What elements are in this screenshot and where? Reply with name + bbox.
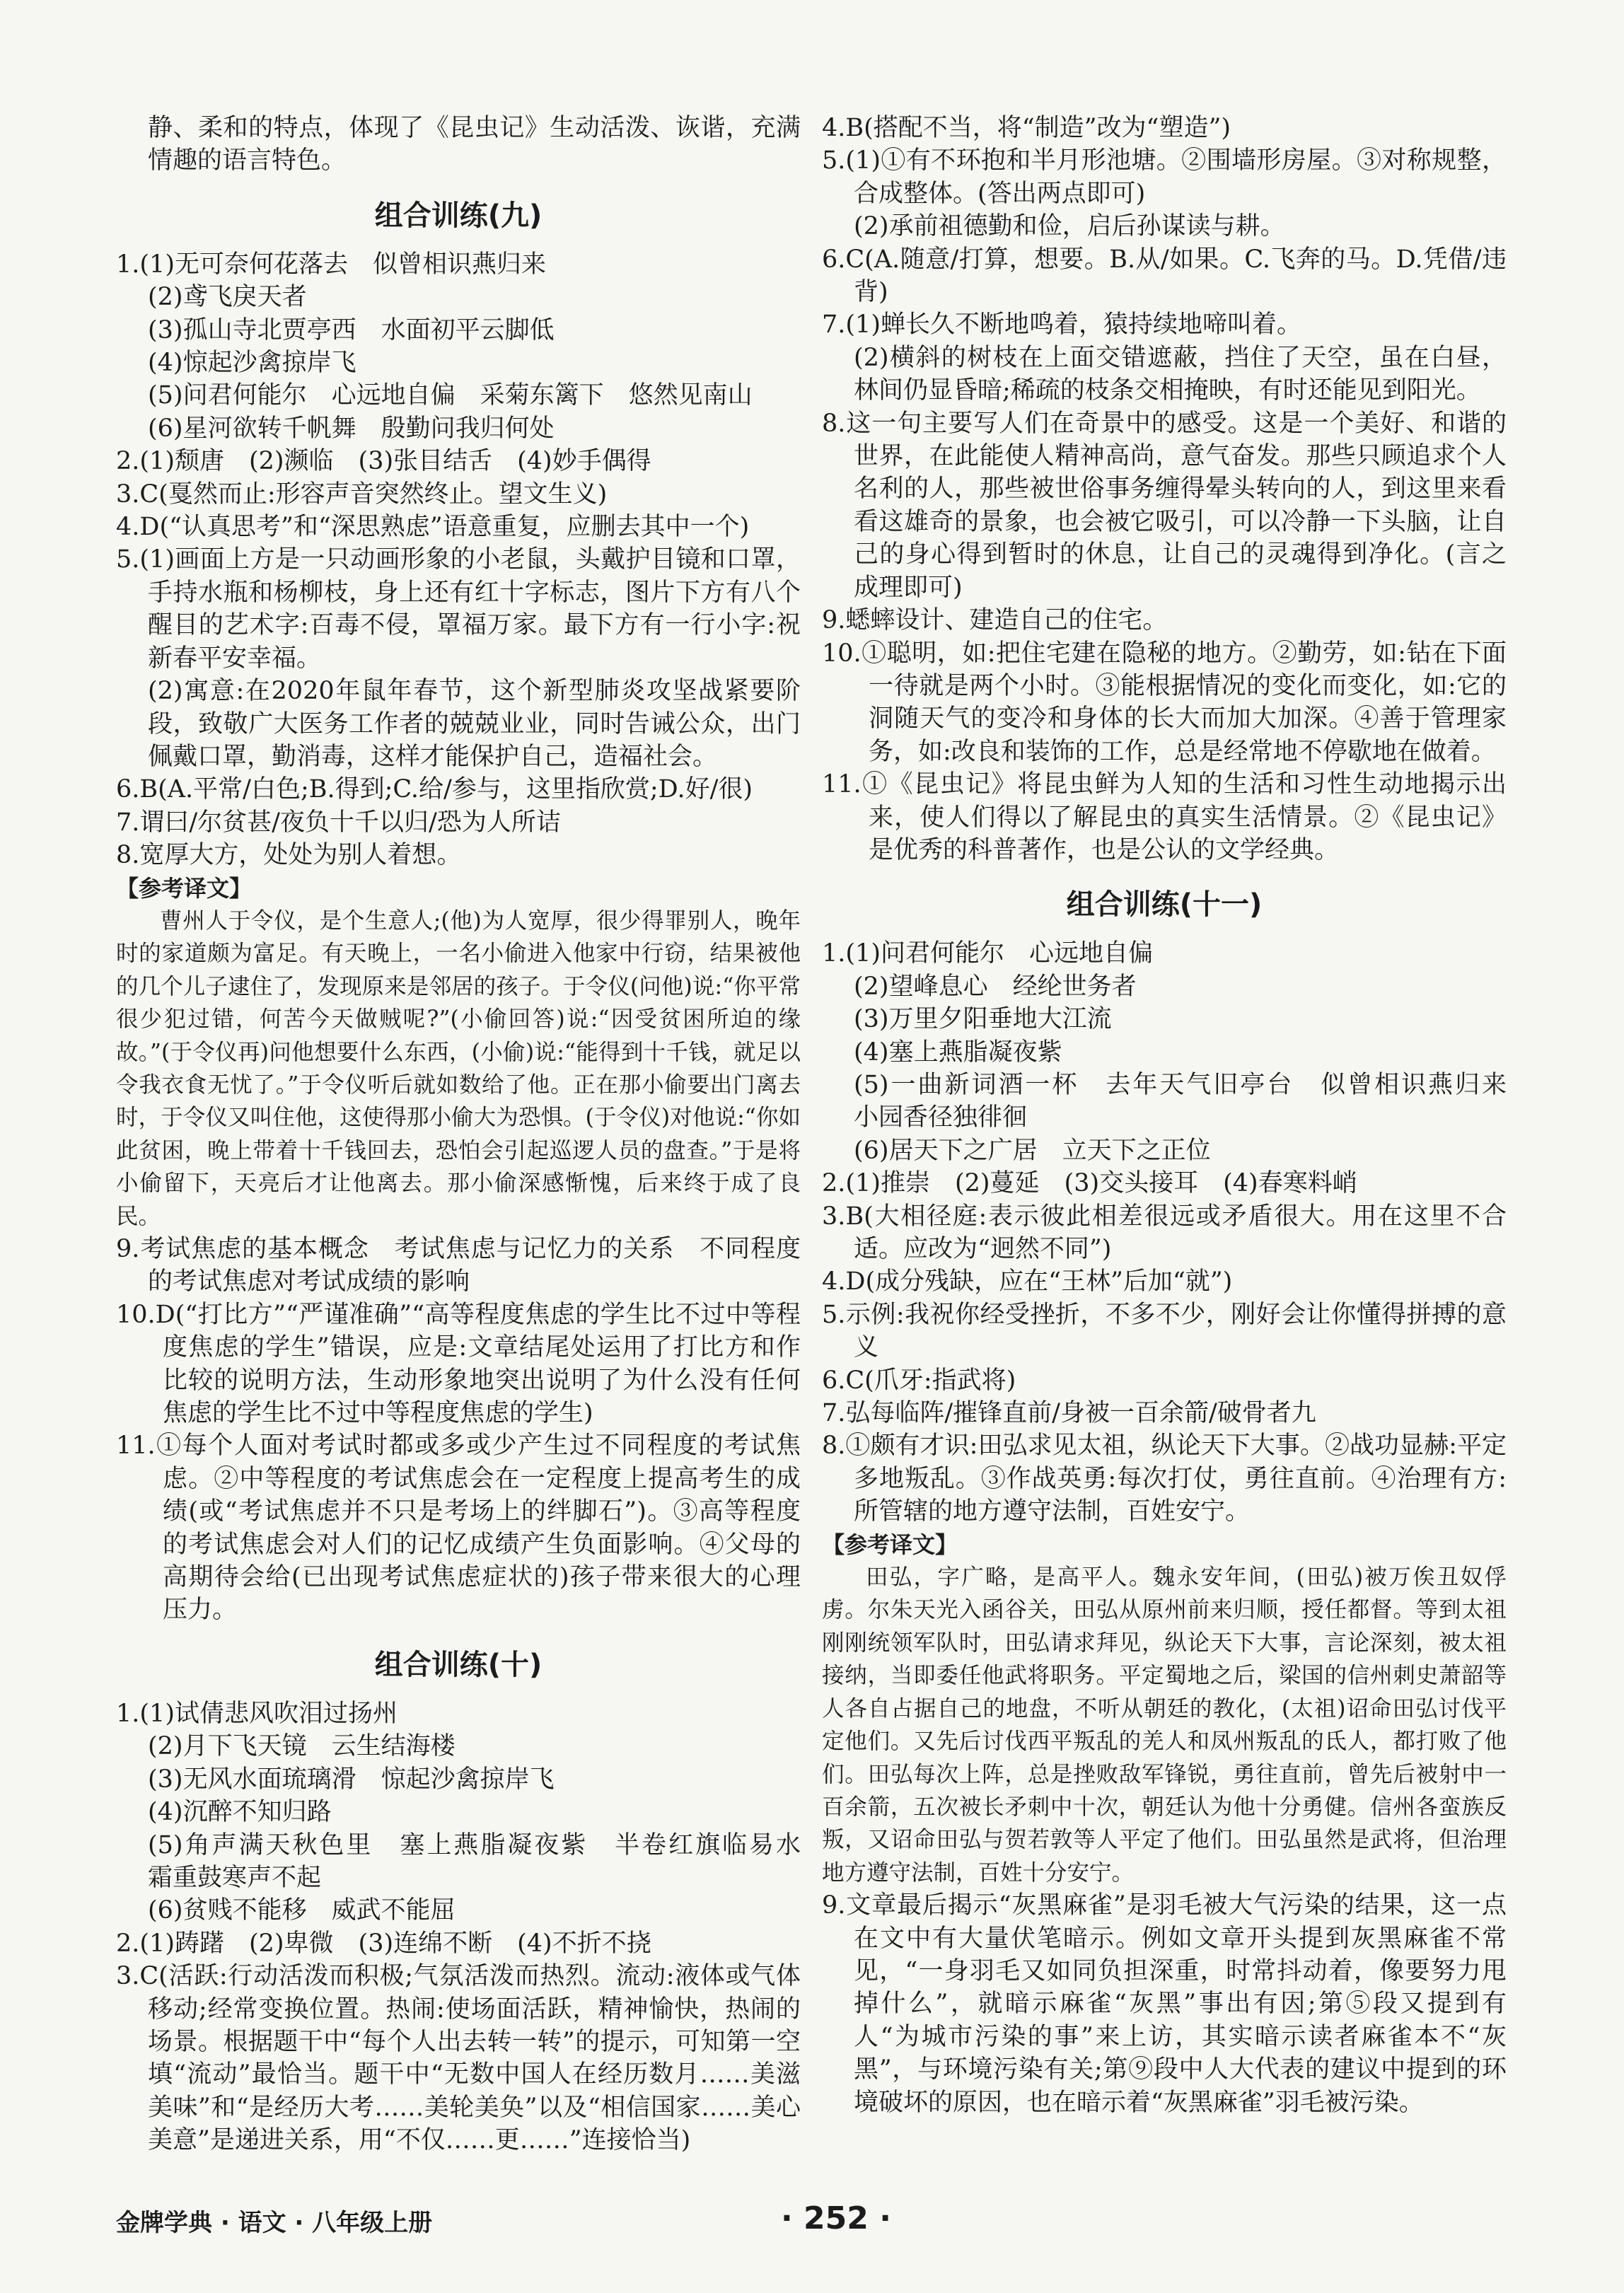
s10-answer-1-4: (4)沉醉不知归路 [148,1798,332,1827]
s11-answer-6: 6.C(爪牙:指武将) [822,1366,1016,1395]
left-column [116,112,826,2157]
s10-answer-8: 8.这一句主要写人们在奇景中的感受。这是一个美好、和谐的世界，在此能使人精神高尚，意气奋发。那些只顾追求个人名利的人，那些被世俗事务缠得晕头转向的人，到这里来看看这雄奇的景象，也会被它吸引，可以冷静一下头脑，让自己的身心得到暂时的休息，让自己的灵魂得到净化。(言之成理即可) [822,409,1507,602]
section-heading-9: 组合训练(九) [374,199,543,232]
s10-answer-3: 3.C(活跃:行动活泼而积极;气氛活泼而热烈。流动:液体或气体移动;经常变换位置。热闹:使场面活跃，精神愉快，热闹的场景。根据题干中“每个人出去转一转”的提示，可知第一空填“流动”最恰当。题干中“无数中国人在经历数月……美滋美味”和“是经历大考……美轮美奂”以及“相信国家……美心美意”是递进关系，用“不仅……更……”连接恰当) [116,1962,801,2155]
s9-reference-label: 【参考译文】 [116,874,253,902]
s10-answer-11: 11.①《昆虫记》将昆虫鲜为人知的生活和习性生动地揭示出来，使人们得以了解昆虫的真实生活情景。②《昆虫记》是优秀的科普著作，也是公认的文学经典。 [822,770,1507,864]
s10-answer-1-3: (3)无风水面琉璃滑 惊起沙禽掠岸飞 [148,1765,555,1794]
s9-answer-4: 4.D(“认真思考”和“深思熟虑”语意重复，应删去其中一个) [116,513,750,542]
s11-answer-5: 5.示例:我祝你经受挫折，不多不少，刚好会让你懂得拼搏的意义 [822,1300,1507,1362]
s9-answer-9: 9.考试焦虑的基本概念 考试焦虑与记忆力的关系 不同程度的考试焦虑对考试成绩的影响 [116,1235,801,1296]
s9-answer-1: 1.(1)无可奈何花落去 似曾相识燕归来 [116,250,546,279]
s11-reference-label: 【参考译文】 [822,1531,958,1558]
s9-answer-1-2: (2)鸢飞戾天者 [148,283,307,312]
s11-answer-9: 9.文章最后揭示“灰黑麻雀”是羽毛被大气污染的结果，这一点在文中有大量伏笔暗示。例如文章开头提到灰黑麻雀不常见，“一身羽毛又如同负担深重，时常抖动着，像要努力甩掉什么”，就暗示麻雀“灰黑”事出有因;第⑤段又提到有人“为城市污染的事”来上访，其实暗示读者麻雀本不“灰黑”，与环境污染有关;第⑨段中人大代表的建议中提到的环境破坏的原因，也在暗示着“灰黑麻雀”羽毛被污染。 [822,1891,1507,2117]
s11-answer-1-6: (6)居天下之广居 立天下之正位 [854,1136,1211,1165]
s9-answer-2: 2.(1)颓唐 (2)濒临 (3)张目结舌 (4)妙手偶得 [116,447,651,476]
s11-answer-1-4: (4)塞上燕脂凝夜紫 [854,1038,1062,1067]
s10-answer-1: 1.(1)试倩悲风吹泪过扬州 [116,1699,398,1728]
s11-translation: 田弘，字广略，是高平人。魏永安年间，(田弘)被万俟丑奴俘虏。尔朱天光入函谷关，田弘从原州前来归顺，授任都督。等到太祖刚刚统领军队时，田弘请求拜见，纵论天下大事，言论深刻，被太祖接纳，当即委任他武将职务。平定蜀地之后，梁国的信州刺史萧韶等人各自占据自己的地盘，不听从朝廷的教化，(太祖)诏命田弘讨伐平定他们。又先后讨伐西平叛乱的羌人和凤州叛乱的氐人，都打败了他们。田弘每次上阵，总是挫败敌军锋锐，勇往直前，曾先后被射中一百余箭，五次被长矛刺中十次，朝廷认为他十分勇健。信州各蛮族反叛，又诏命田弘与贺若敦等人平定了他们。田弘虽然是武将，但治理地方遵守法制，百姓十分安宁。 [822,1565,1507,1886]
s9-answer-10: 10.D(“打比方”“严谨准确”“高等程度焦虑的学生比不过中等程度焦虑的学生”错误，应是:文章结尾处运用了打比方和作比较的说明方法，生动形象地突出说明了为什么没有任何焦虑的学生比不过中等程度焦虑的学生) [116,1300,801,1428]
s9-answer-3: 3.C(戛然而止:形容声音突然终止。望文生义) [116,480,608,509]
s11-answer-1-5: (5)一曲新词酒一杯 去年天气旧亭台 似曾相识燕归来 小园香径独徘徊 [854,1070,1532,1132]
s9-answer-1-5: (5)问君何能尔 心远地自偏 采菊东篱下 悠然见南山 [148,381,753,410]
s11-answer-1: 1.(1)问君何能尔 心远地自偏 [822,939,1153,968]
s11-answer-3: 3.B(大相径庭:表示彼此相差很远或矛盾很大。用在这里不合适。应改为“迥然不同”) [822,1202,1507,1263]
s9-answer-11: 11.①每个人面对考试时都或多或少产生过不同程度的考试焦虑。②中等程度的考试焦虑会在一定程度上提高考生的成绩(或“考试焦虑并不只是考场上的绊脚石”)。③高等程度的考试焦虑会对人们的记忆成绩产生负面影响。④父母的高期待会给(已出现考试焦虑症状的)孩子带来很大的心理压力。 [116,1432,801,1625]
s10-answer-1-5: (5)角声满天秋色里 塞上燕脂凝夜紫 半卷红旗临易水 霜重鼓寒声不起 [148,1830,826,1892]
s9-answer-7: 7.谓曰/尔贫甚/夜负十千以归/恐为人所诘 [116,808,561,837]
section-heading-10: 组合训练(十) [374,1648,543,1681]
s11-answer-2: 2.(1)推崇 (2)蔓延 (3)交头接耳 (4)春寒料峭 [822,1169,1357,1198]
s11-answer-7: 7.弘每临阵/摧锋直前/身被一百余箭/破骨者九 [822,1399,1316,1428]
s11-answer-1-2: (2)望峰息心 经纶世务者 [854,972,1137,1001]
s10-answer-2: 2.(1)踌躇 (2)卑微 (3)连绵不断 (4)不折不挠 [116,1929,651,1958]
s10-answer-4: 4.B(搭配不当，将“制造”改为“塑造”) [822,114,1231,142]
s9-answer-1-3: (3)孤山寺北贾亭西 水面初平云脚低 [148,315,555,344]
s10-answer-5: 5.(1)①有不环抱和半月形池塘。②围墙形房屋。③对称规整，合成整体。(答出两点即可) [822,146,1507,208]
s10-answer-10: 10.①聪明，如:把住宅建在隐秘的地方。②勤劳，如:钻在下面一待就是两个小时。③能根据情况的变化而变化，如:它的洞随天气的变冷和身体的长大而加大加深。④善于管理家务，如:改良和装饰的工作，总是经常地不停歇地在做着。 [822,639,1507,766]
s10-answer-9: 9.蟋蟀设计、建造自己的住宅。 [822,606,1168,635]
s10-answer-1-6: (6)贫贱不能移 威武不能屈 [148,1896,456,1925]
s9-answer-5: 5.(1)画面上方是一只动画形象的小老鼠，头戴护目镜和口罩，手持水瓶和杨柳枝，身上还有红十字标志，图片下方有八个醒目的艺术字:百毒不侵，罩福万家。最下方有一行小字:祝新春平安幸福。 [116,545,801,673]
s9-answer-1-4: (4)惊起沙禽掠岸飞 [148,349,356,378]
page-footer [116,2200,1508,2246]
s11-answer-1-3: (3)万里夕阳垂地大江流 [854,1005,1112,1034]
s11-answer-4: 4.D(成分残缺，应在“王林”后加“就”) [822,1267,1233,1296]
book-title: 金牌学典 · 语文 · 八年级上册 [116,2209,433,2237]
s9-translation: 曹州人于令仪，是个生意人;(他)为人宽厚，很少得罪别人，晚年时的家道颇为富足。有天晚上，一名小偷进入他家中行窃，结果被他的几个儿子逮住了，发现原来是邻居的孩子。于令仪(问他)说:“你平常很少犯过错，何苦今天做贼呢?”(小偷回答)说:“因受贫困所迫的缘故。”(于令仪再)问他想要什么东西，(小偷)说:“能得到十千钱，就足以令我衣食无忧了。”于令仪听后就如数给了他。正在那小偷要出门离去时，于令仪又叫住他，这使得那小偷大为恐惧。(于令仪)对他说:“你如此贫困，晚上带着十千钱回去，恐怕会引起巡逻人员的盘查。”于是将小偷留下，天亮后才让他离去。那小偷深感惭愧，后来终于成了良民。 [116,907,801,1229]
section-heading-11: 组合训练(十一) [1066,888,1263,922]
s9-answer-1-6: (6)星河欲转千帆舞 殷勤问我归何处 [148,414,555,443]
page-number: · 252 · [781,2200,891,2236]
s9-answer-6: 6.B(A.平常/白色;B.得到;C.给/参与，这里指欣赏;D.好/很) [116,775,753,804]
s9-answer-5-2: (2)寓意:在2020年鼠年春节，这个新型肺炎攻坚战紧要阶段，致敬广大医务工作者的兢兢业业，同时告诫公众，出门佩戴口罩，勤消毒，这样才能保护自己，造福社会。 [148,677,801,771]
right-column [822,112,1532,2119]
s10-answer-1-2: (2)月下飞天镜 云生结海楼 [148,1732,456,1761]
s10-answer-5-2: (2)承前祖德勤和俭，启后孙谋读与耕。 [854,212,1285,241]
s10-answer-7: 7.(1)蝉长久不断地鸣着，猿持续地啼叫着。 [822,310,1301,339]
s10-answer-7-2: (2)横斜的树枝在上面交错遮蔽，挡住了天空，虽在白昼，林间仍显昏暗;稀疏的枝条交相掩映，有时还能见到阳光。 [854,343,1507,405]
intro-text: 静、柔和的特点，体现了《昆虫记》生动活泼、诙谐，充满情趣的语言特色。 [148,114,801,175]
s10-answer-6: 6.C(A.随意/打算，想要。B.从/如果。C.飞奔的马。D.凭借/违背) [822,245,1507,307]
s11-answer-8: 8.①颇有才识:田弘求见太祖，纵论天下大事。②战功显赫:平定多地叛乱。③作战英勇:每次打仗，勇往直前。④治理有方:所管辖的地方遵守法制，百姓安宁。 [822,1432,1507,1526]
s9-answer-8: 8.宽厚大方，处处为别人着想。 [116,841,462,870]
